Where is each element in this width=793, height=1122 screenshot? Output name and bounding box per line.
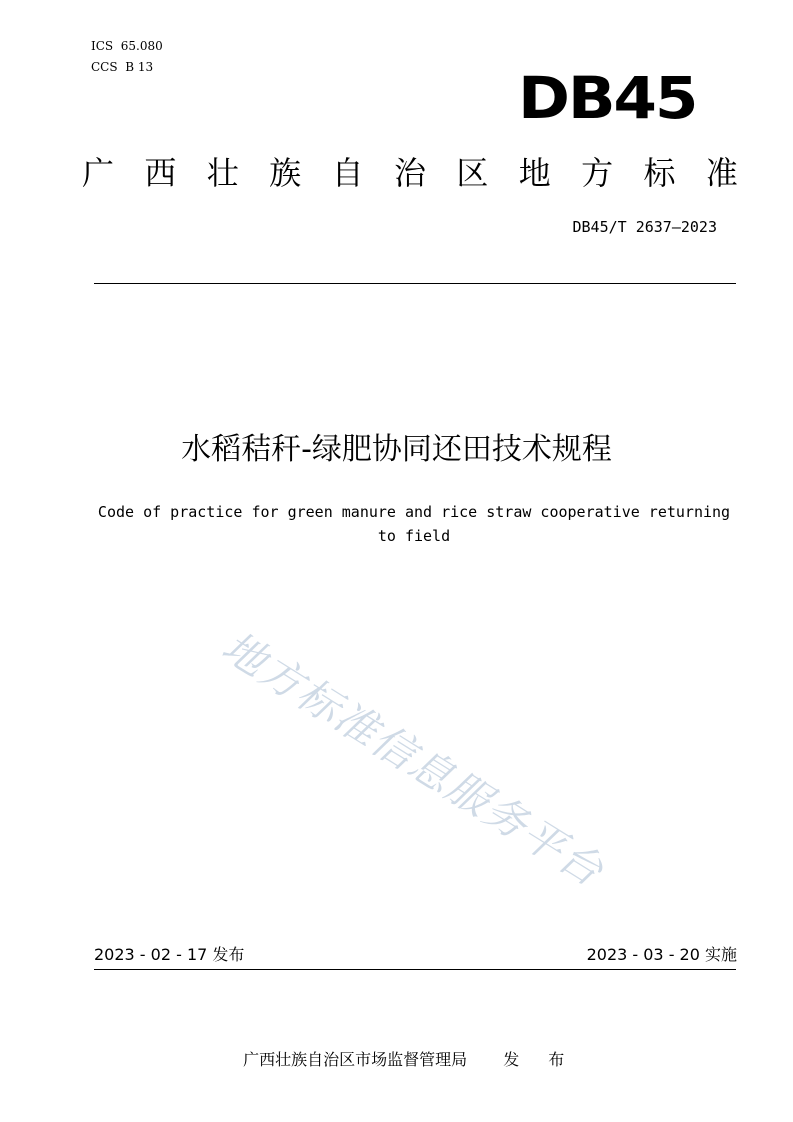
- publisher-name: 广西壮族自治区市场监督管理局: [243, 1050, 468, 1069]
- heading-char: 准: [705, 154, 738, 192]
- heading-char: 治: [393, 154, 426, 192]
- ccs-code: CCS B 13: [91, 60, 154, 74]
- heading-char: 族: [269, 154, 302, 192]
- heading-char: 地: [518, 154, 551, 192]
- heading-char: 方: [581, 154, 614, 192]
- heading-char: 西: [144, 154, 177, 192]
- watermark: 地方标准信息服务平台: [213, 621, 613, 897]
- heading-char: 自: [331, 154, 364, 192]
- heading-char: 标: [643, 154, 676, 192]
- heading-char: 区: [456, 154, 489, 192]
- issue-date: 2023 - 02 - 17 发布: [94, 945, 245, 964]
- document-title-en: Code of practice for green manure and rice straw cooperative returning to field: [97, 503, 731, 545]
- db45-logo: DB45: [518, 64, 697, 132]
- document-title-zh: 水稻秸秆-绿肥协同还田技术规程: [181, 432, 612, 467]
- ics-code: ICS 65.080: [91, 39, 163, 53]
- standard-number: DB45/T 2637—2023: [572, 218, 717, 236]
- standard-type-heading: [82, 148, 738, 198]
- heading-char: 广: [82, 154, 115, 192]
- publish-action: 发 布: [503, 1050, 577, 1069]
- implementation-date: 2023 - 03 - 20 实施: [586, 945, 737, 964]
- top-divider: [94, 283, 736, 284]
- bottom-divider: [94, 969, 736, 970]
- heading-char: 壮: [206, 154, 239, 192]
- publisher-line: [233, 1024, 576, 1072]
